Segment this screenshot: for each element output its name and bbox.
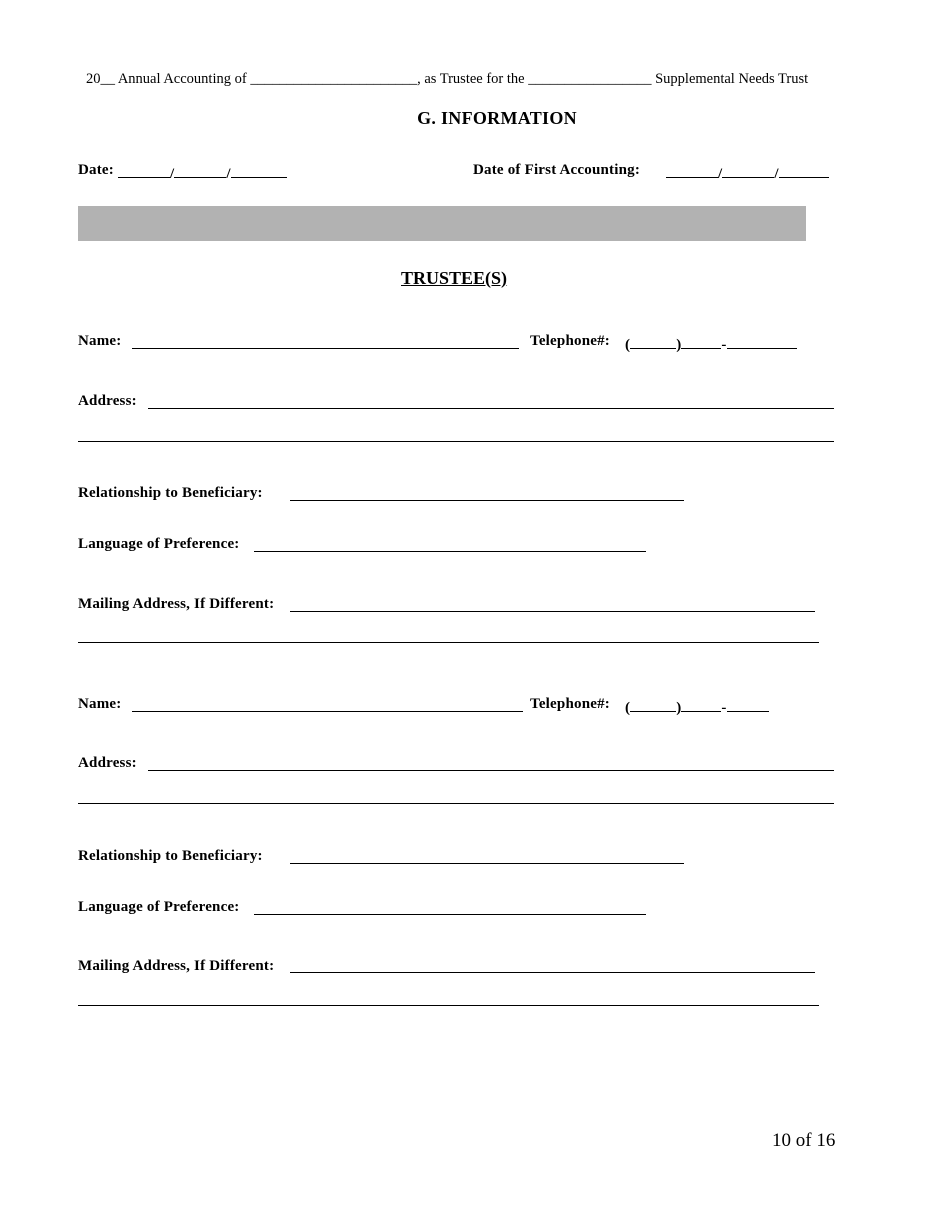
trustee1-address-label: Address: (78, 393, 137, 409)
trustee1-language-field[interactable] (254, 551, 646, 552)
trustee1-telephone-label: Telephone#: (530, 333, 610, 349)
trustee2-relationship-label: Relationship to Beneficiary: (78, 848, 263, 864)
trustee2-name-field[interactable] (132, 711, 523, 712)
trustee2-relationship-field[interactable] (290, 863, 684, 864)
trustee2-language-label: Language of Preference: (78, 899, 240, 915)
trustee1-language-label: Language of Preference: (78, 536, 240, 552)
date-label: Date: (78, 162, 114, 178)
trustee2-name-label: Name: (78, 696, 122, 712)
first-accounting-label: Date of First Accounting: (473, 162, 641, 178)
trustee2-address-field[interactable] (148, 770, 834, 771)
shaded-separator-bar (78, 206, 806, 241)
trustee1-mailing-field[interactable] (290, 611, 815, 612)
trustee2-telephone-field[interactable]: ( ) - (625, 696, 769, 717)
page-number: 10 of 16 (772, 1130, 836, 1151)
trustee1-name-field[interactable] (132, 348, 519, 349)
header-line: 20__ Annual Accounting of _______________________, as Trustee for the _________________ Supplemental Needs Trust (86, 71, 809, 87)
trustee1-mailing-label: Mailing Address, If Different: (78, 596, 275, 612)
trustee2-telephone-label: Telephone#: (530, 696, 610, 712)
section-title-trustees: TRUSTEE(S) (401, 268, 508, 288)
trustee1-address-field[interactable] (148, 408, 834, 409)
trustee1-relationship-label: Relationship to Beneficiary: (78, 485, 263, 501)
trustee2-mailing-field-line2[interactable] (78, 1005, 819, 1006)
trustee2-address-label: Address: (78, 755, 137, 771)
date-field[interactable]: / / (118, 162, 287, 183)
trustee1-mailing-field-line2[interactable] (78, 642, 819, 643)
trustee2-mailing-label: Mailing Address, If Different: (78, 958, 275, 974)
first-accounting-date-field[interactable]: / / (666, 162, 829, 183)
trustee1-telephone-field[interactable]: ( ) - (625, 333, 797, 354)
trustee2-language-field[interactable] (254, 914, 646, 915)
trustee2-address-field-line2[interactable] (78, 803, 834, 804)
trustee1-name-label: Name: (78, 333, 122, 349)
page-title: G. INFORMATION (417, 108, 577, 128)
trustee2-mailing-field[interactable] (290, 972, 815, 973)
trustee1-relationship-field[interactable] (290, 500, 684, 501)
trustee1-address-field-line2[interactable] (78, 441, 834, 442)
